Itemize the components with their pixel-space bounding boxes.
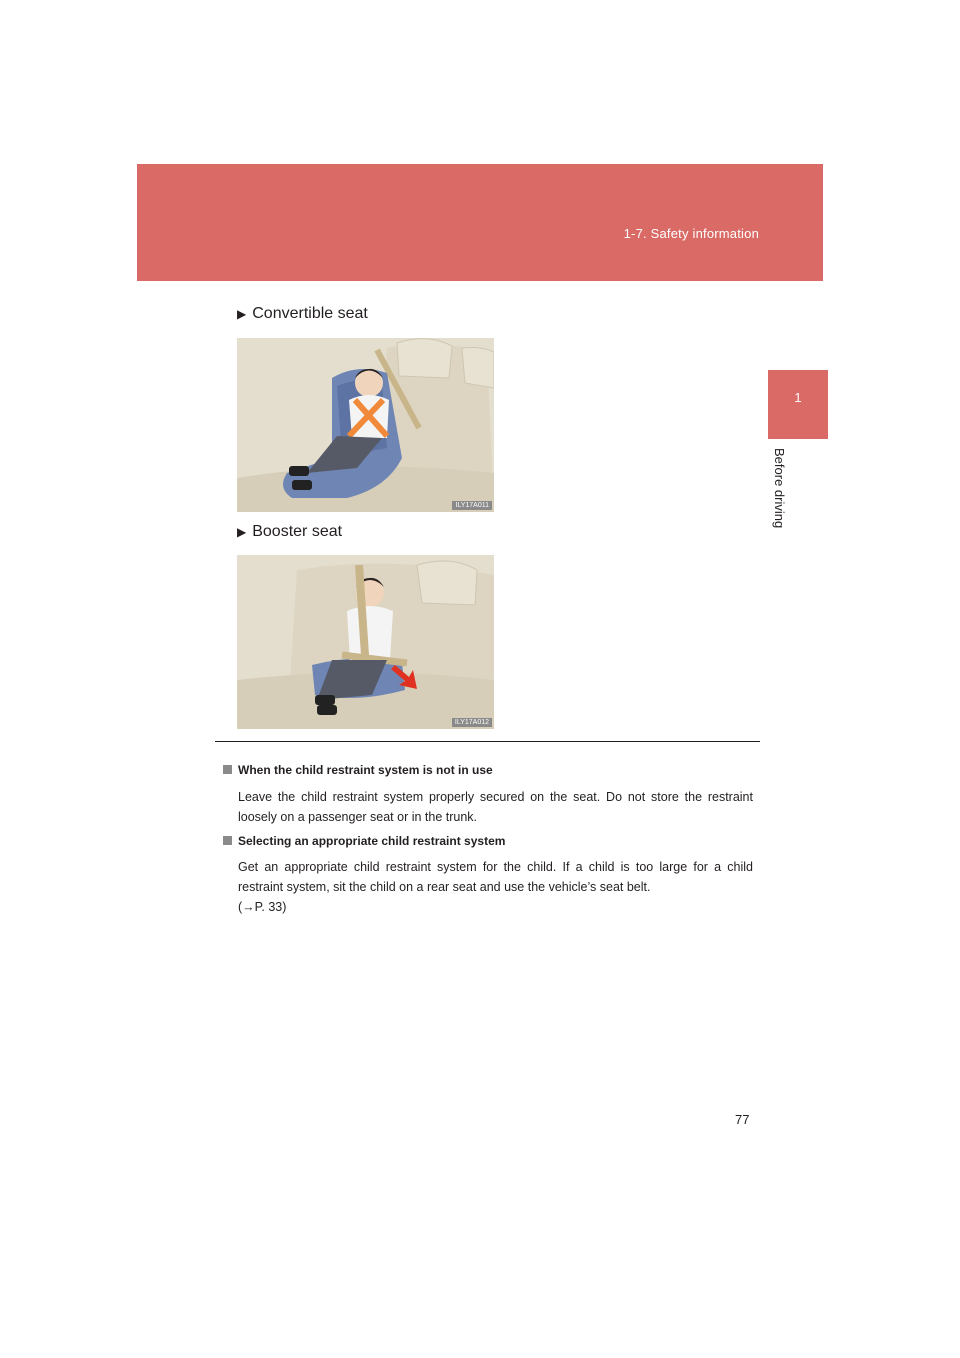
chapter-label: Before driving — [772, 448, 787, 529]
section-divider — [215, 741, 760, 742]
booster-seat-illustration — [237, 555, 494, 729]
triangle-right-icon: ▶ — [237, 307, 247, 321]
figure-booster-seat — [237, 555, 494, 729]
page-number: 77 — [735, 1112, 750, 1127]
figure-heading-text: Convertible seat — [252, 305, 368, 322]
page-reference-link[interactable]: (→P. 33) — [238, 900, 287, 914]
note-body: Leave the child restraint system properly secured on the seat. Do not store the restraint loosely on a passenger seat or in the trunk. — [238, 790, 753, 824]
figure-heading-convertible — [237, 305, 368, 323]
figure-heading-booster — [237, 523, 342, 541]
figure-heading-text: Booster seat — [252, 523, 343, 540]
figure-code: ILY17A011 — [452, 501, 492, 510]
note-body: Get an appropriate child restraint system for the child. If a child is too large for a child restraint system, sit the child on a rear seat and use the vehicle’s seat belt. — [238, 860, 753, 894]
figure-convertible-seat — [237, 338, 494, 512]
triangle-right-icon: ▶ — [237, 525, 247, 539]
chapter-number: 1 — [794, 390, 802, 405]
chapter-tab — [768, 370, 828, 439]
note-heading-text: Selecting an appropriate child restraint system — [238, 834, 506, 848]
figure-code: ILY17A012 — [452, 718, 492, 727]
note-heading — [223, 834, 505, 848]
square-bullet-icon — [223, 836, 232, 845]
convertible-seat-illustration — [237, 338, 494, 512]
square-bullet-icon — [223, 765, 232, 774]
note-heading-text: When the child restraint system is not in use — [238, 763, 493, 777]
note-heading — [223, 763, 493, 777]
section-title: 1-7. Safety information — [623, 226, 759, 241]
header-band — [137, 164, 823, 281]
